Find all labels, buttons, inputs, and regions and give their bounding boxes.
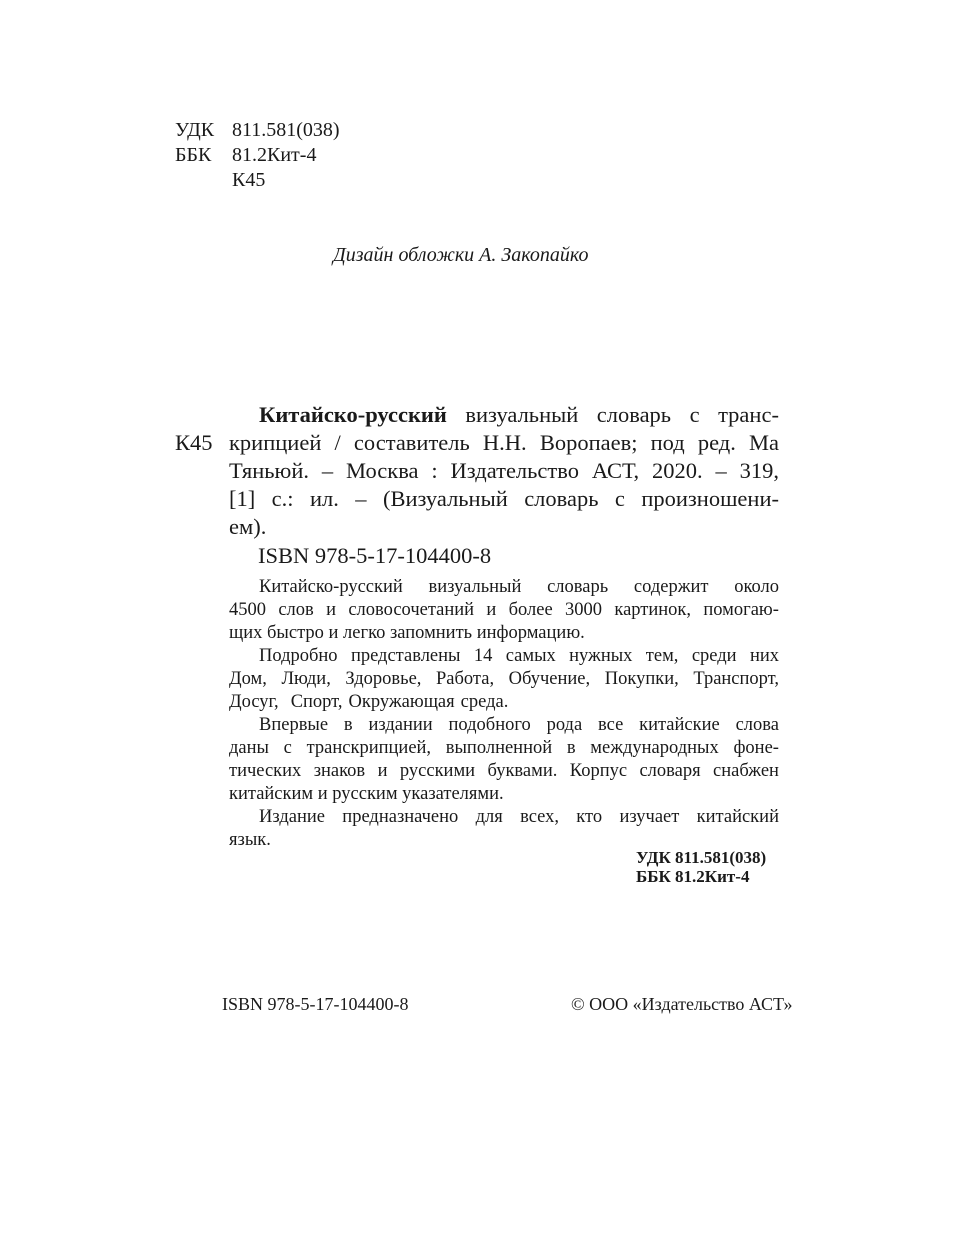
author-mark: К45 xyxy=(232,169,266,191)
text-word: 4500 xyxy=(229,600,266,620)
text-word: представлены xyxy=(350,646,461,666)
annotation-line xyxy=(229,599,779,622)
text-word: [1] xyxy=(229,486,256,511)
text-word: в xyxy=(566,738,576,758)
text-word: Окружающая xyxy=(348,692,455,712)
text-word: Транспорт, xyxy=(693,669,779,689)
bbk-label: ББК xyxy=(175,144,212,166)
text-word: выполненной xyxy=(445,738,553,758)
text-word: слов xyxy=(278,600,314,620)
text-word: (Визуальный xyxy=(382,486,508,511)
text-word: них xyxy=(749,646,779,666)
cover-design-credit: Дизайн обложки А. Закопайко xyxy=(333,244,589,266)
text-word: Воропаев; xyxy=(539,430,638,455)
text-word: АСТ, xyxy=(591,458,640,483)
text-word: Работа, xyxy=(436,669,495,689)
udk-code-line xyxy=(175,118,340,143)
text-word: ем). xyxy=(229,514,267,539)
text-word: снабжен xyxy=(713,761,779,781)
bibliographic-description xyxy=(229,401,779,541)
text-word: Покупки, xyxy=(604,669,679,689)
text-word: все xyxy=(598,715,624,735)
text-word: транс- xyxy=(718,402,779,427)
isbn-main: ISBN 978-5-17-104400-8 xyxy=(258,543,492,568)
text-word: тических xyxy=(229,761,302,781)
annotation-line xyxy=(229,645,779,668)
annotation-line xyxy=(229,668,779,691)
annotation-line xyxy=(229,691,779,714)
text-word: словаря xyxy=(639,761,701,781)
text-word: щих быстро и легко запомнить информацию. xyxy=(229,623,585,643)
text-word: Досуг, xyxy=(229,692,279,712)
text-word: Москва xyxy=(346,458,419,483)
footer-isbn: ISBN 978-5-17-104400-8 xyxy=(222,994,409,1014)
annotation-line xyxy=(229,576,779,599)
final-classification-codes xyxy=(636,848,766,886)
text-word: с xyxy=(283,738,292,758)
text-word: Издательство xyxy=(450,458,579,483)
text-word: кто xyxy=(576,807,603,827)
text-word: визуальный xyxy=(465,402,579,427)
text-word: словосочетаний xyxy=(348,600,475,620)
book-title-bold: Китайско-русский xyxy=(259,402,447,427)
annotation-line xyxy=(229,737,779,760)
text-word: Люди, xyxy=(281,669,331,689)
text-word: под xyxy=(650,430,685,455)
text-word: Корпус xyxy=(569,761,628,781)
text-word: китайский xyxy=(696,807,779,827)
text-word: самых xyxy=(505,646,556,666)
text-word: Н.Н. xyxy=(482,430,527,455)
bbk-code-line xyxy=(175,143,340,168)
bib-line xyxy=(229,513,779,541)
author-mark-line xyxy=(175,168,340,193)
text-word: подобного xyxy=(448,715,531,735)
text-word: и xyxy=(377,761,388,781)
final-bbk-code: ББК 81.2Кит-4 xyxy=(636,867,750,886)
text-word: 14 xyxy=(473,646,493,666)
bib-line xyxy=(229,401,779,429)
text-word: около xyxy=(734,577,779,597)
text-word: тем, xyxy=(645,646,679,666)
text-word: с xyxy=(614,486,625,511)
text-word: китайским и русским указателями. xyxy=(229,784,504,804)
text-word: более xyxy=(508,600,553,620)
annotation-line xyxy=(229,760,779,783)
text-word: Издание xyxy=(259,807,325,827)
text-word: / xyxy=(334,430,341,455)
text-word: помогаю- xyxy=(703,600,779,620)
bib-line xyxy=(229,485,779,513)
annotation-line xyxy=(229,714,779,737)
text-word: словарь xyxy=(547,577,609,597)
text-word: и xyxy=(326,600,336,620)
text-word: транскрипцией, xyxy=(306,738,432,758)
final-udk-code: УДК 811.581(038) xyxy=(636,848,767,867)
text-word: картинок, xyxy=(614,600,692,620)
text-word: словарь xyxy=(524,486,599,511)
text-word: фоне- xyxy=(733,738,779,758)
text-word: с.: xyxy=(271,486,294,511)
footer-copyright: © ООО «Издательство АСТ» xyxy=(571,994,793,1014)
text-word: : xyxy=(431,458,438,483)
text-word: 319, xyxy=(739,458,779,483)
text-word: китайские xyxy=(639,715,720,735)
text-word: Дом, xyxy=(229,669,267,689)
text-word: содержит xyxy=(633,577,709,597)
text-word: 2020. xyxy=(651,458,703,483)
text-word: рода xyxy=(546,715,583,735)
text-word: и xyxy=(486,600,497,620)
text-word: изучает xyxy=(619,807,680,827)
text-word: всех, xyxy=(520,807,559,827)
udk-label: УДК xyxy=(175,119,215,141)
text-word: – xyxy=(355,486,367,511)
text-word: Спорт, xyxy=(290,692,343,712)
text-word: даны xyxy=(229,738,269,758)
bib-line xyxy=(229,429,779,457)
text-word: среди xyxy=(691,646,737,666)
text-word: с xyxy=(689,402,700,427)
text-word: произношени- xyxy=(641,486,779,511)
annotation xyxy=(229,576,779,852)
text-word: Впервые xyxy=(259,715,329,735)
text-word: Обучение, xyxy=(508,669,591,689)
text-word: издании xyxy=(368,715,433,735)
margin-author-mark: К45 xyxy=(175,430,213,455)
bib-line xyxy=(229,457,779,485)
text-word: для xyxy=(475,807,503,827)
classification-codes xyxy=(175,118,340,193)
text-word: среда. xyxy=(460,692,509,712)
text-word: – xyxy=(321,458,334,483)
text-word: Китайско-русский xyxy=(259,577,403,597)
text-word: ил. xyxy=(309,486,339,511)
annotation-line xyxy=(229,783,779,806)
text-word: составитель xyxy=(353,430,470,455)
text-word: словарь xyxy=(596,402,672,427)
text-word: предназначено xyxy=(342,807,459,827)
text-word: Здоровье, xyxy=(345,669,422,689)
text-word: крипцией xyxy=(229,430,322,455)
text-word: язык. xyxy=(229,830,271,850)
text-word: – xyxy=(715,458,727,483)
text-word: 3000 xyxy=(565,600,603,620)
text-word: Подробно xyxy=(259,646,338,666)
text-word: Тяньюй. xyxy=(229,458,310,483)
text-word: ред. xyxy=(697,430,736,455)
text-word: буквами. xyxy=(487,761,558,781)
udk-value: 811.581(038) xyxy=(232,119,340,141)
text-word: визуальный xyxy=(428,577,522,597)
annotation-line xyxy=(229,622,779,645)
annotation-line xyxy=(229,806,779,829)
text-word: международных xyxy=(590,738,719,758)
text-word: Ма xyxy=(749,430,779,455)
text-word: нужных xyxy=(569,646,633,666)
text-word: слова xyxy=(735,715,779,735)
text-word: знаков xyxy=(313,761,366,781)
bbk-value: 81.2Кит-4 xyxy=(232,144,317,166)
text-word: русскими xyxy=(399,761,476,781)
text-word: в xyxy=(343,715,353,735)
